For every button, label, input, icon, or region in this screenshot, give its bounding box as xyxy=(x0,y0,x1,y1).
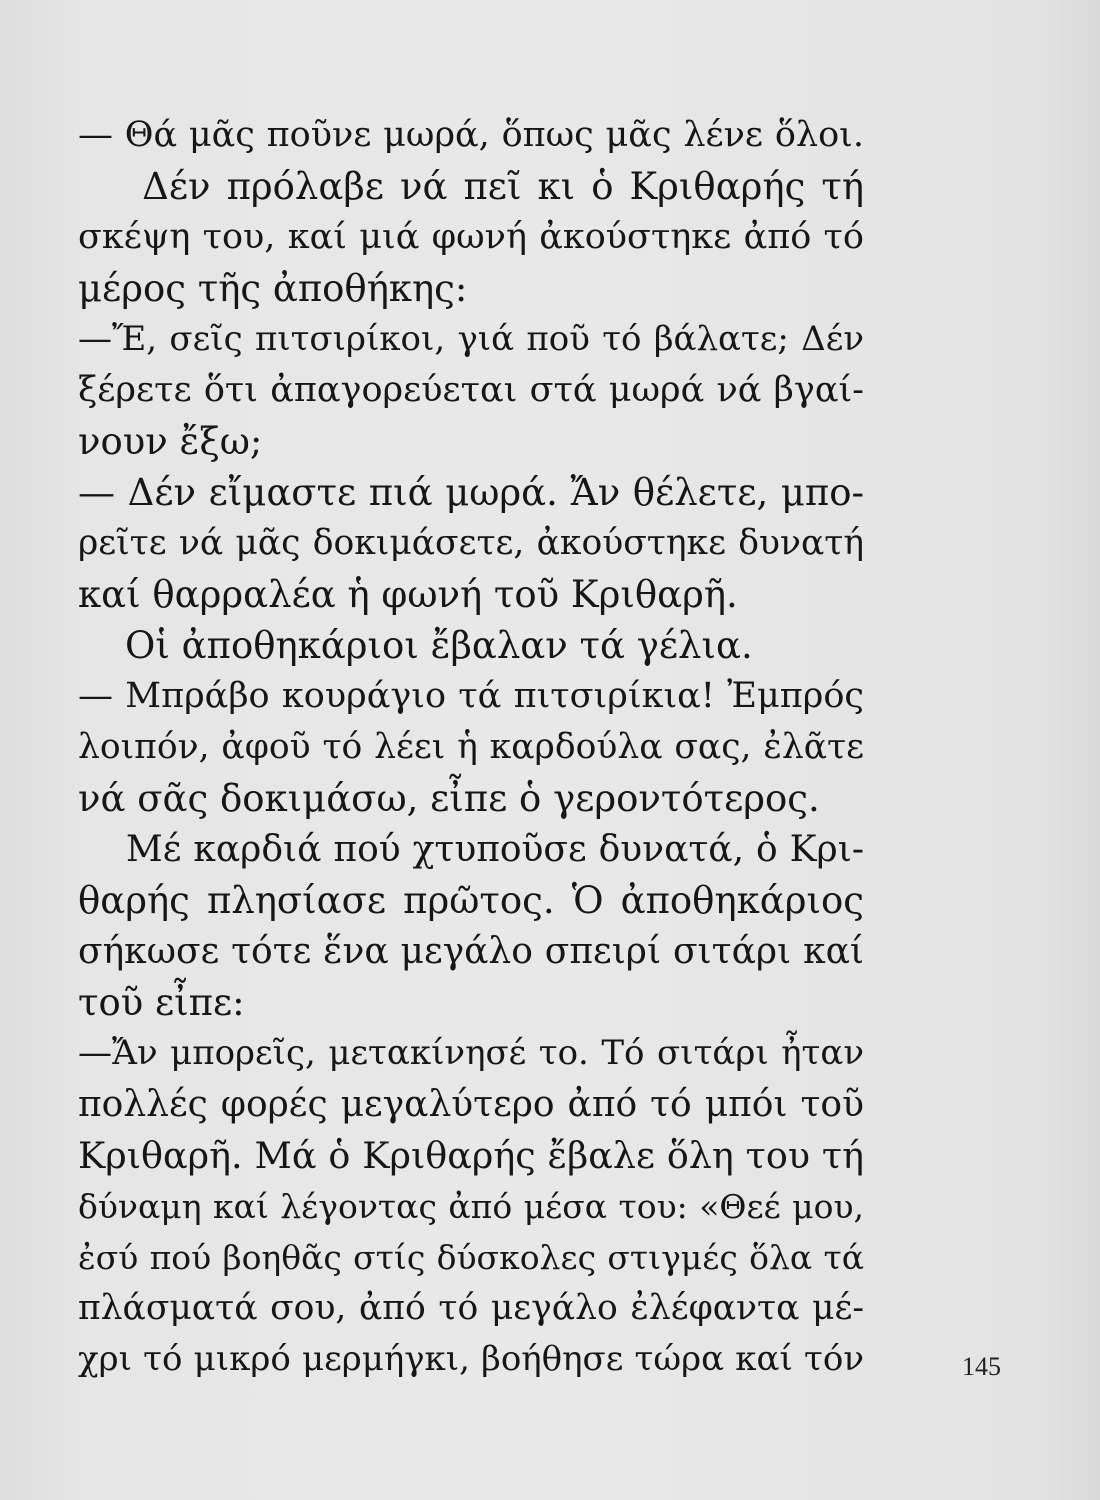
text-line-3: σκέψη του, καί μιά φωνή ἀκούστηκε ἀπό τό xyxy=(78,217,864,257)
text-line-20: πολλές φορές μεγαλύτερο ἀπό τό μπόι τοῦ xyxy=(78,1084,864,1125)
text-line-25: χρι τό μικρό μερμήγκι, βοήθησε τώρα καί τόν xyxy=(78,1339,864,1379)
text-line-15: Μέ καρδιά πού χτυποῦσε δυνατά, ὁ Κρι- xyxy=(78,829,864,870)
text-line-17: σήκωσε τότε ἕνα μεγάλο σπειρί σιτάρι καί xyxy=(78,931,864,972)
text-line-18: τοῦ εἶπε: xyxy=(78,981,245,1024)
text-line-23: ἐσύ πού βοηθᾶς στίς δύσκολες στιγμές ὅλα τά xyxy=(78,1238,864,1277)
text-line-19: —Ἄν μπορεῖς, μετακίνησέ το. Τό σιτάρι ἦταν xyxy=(78,1033,864,1073)
text-line-2: Δέν πρόλαβε νά πεῖ κι ὁ Κριθαρής τή xyxy=(78,165,864,208)
text-line-12: — Μπράβο κουράγιο τά πιτσιρίκια! Ἐμπρός xyxy=(78,676,864,716)
text-line-9: ρεῖτε νά μᾶς δοκιμάσετε, ἀκούστηκε δυνατή xyxy=(78,523,864,563)
text-line-22: δύναμη καί λέγοντας ἀπό μέσα του: «Θεέ μου, xyxy=(78,1187,864,1226)
text-line-21: Κριθαρῆ. Μά ὁ Κριθαρής ἔβαλε ὅλη του τή xyxy=(78,1134,864,1177)
text-line-7: νουν ἔξω; xyxy=(78,420,263,463)
text-line-4: μέρος τῆς ἀποθήκης: xyxy=(78,267,468,310)
text-line-14: νά σᾶς δοκιμάσω, εἶπε ὁ γεροντότερος. xyxy=(78,777,820,820)
text-line-13: λοιπόν, ἀφοῦ τό λέει ἡ καρδούλα σας, ἐλᾶτε xyxy=(78,727,864,767)
text-line-6: ξέρετε ὅτι ἀπαγορεύεται στά μωρά νά βγαί- xyxy=(78,370,864,410)
text-line-24: πλάσματά σου, ἀπό τό μεγάλο ἐλέφαντα μέ- xyxy=(78,1288,864,1328)
text-line-10: καί θαρραλέα ἡ φωνή τοῦ Κριθαρῆ. xyxy=(78,573,738,616)
text-line-1: — Θά μᾶς ποῦνε μωρά, ὅπως μᾶς λένε ὅλοι. xyxy=(78,115,864,155)
text-line-8: — Δέν εἴμαστε πιά μωρά. Ἄν θέλετε, μπο- xyxy=(78,471,864,514)
page-number: 145 xyxy=(962,1352,1001,1381)
text-line-16: θαρής πλησίασε πρῶτος. Ὁ ἀποθηκάριος xyxy=(78,879,864,922)
body-text xyxy=(78,110,864,1385)
text-line-5: —Ἔ, σεῖς πιτσιρίκοι, γιά ποῦ τό βάλατε; Δέν xyxy=(78,319,864,359)
text-line-11: Οἱ ἀποθηκάριοι ἔβαλαν τά γέλια. xyxy=(78,624,753,667)
